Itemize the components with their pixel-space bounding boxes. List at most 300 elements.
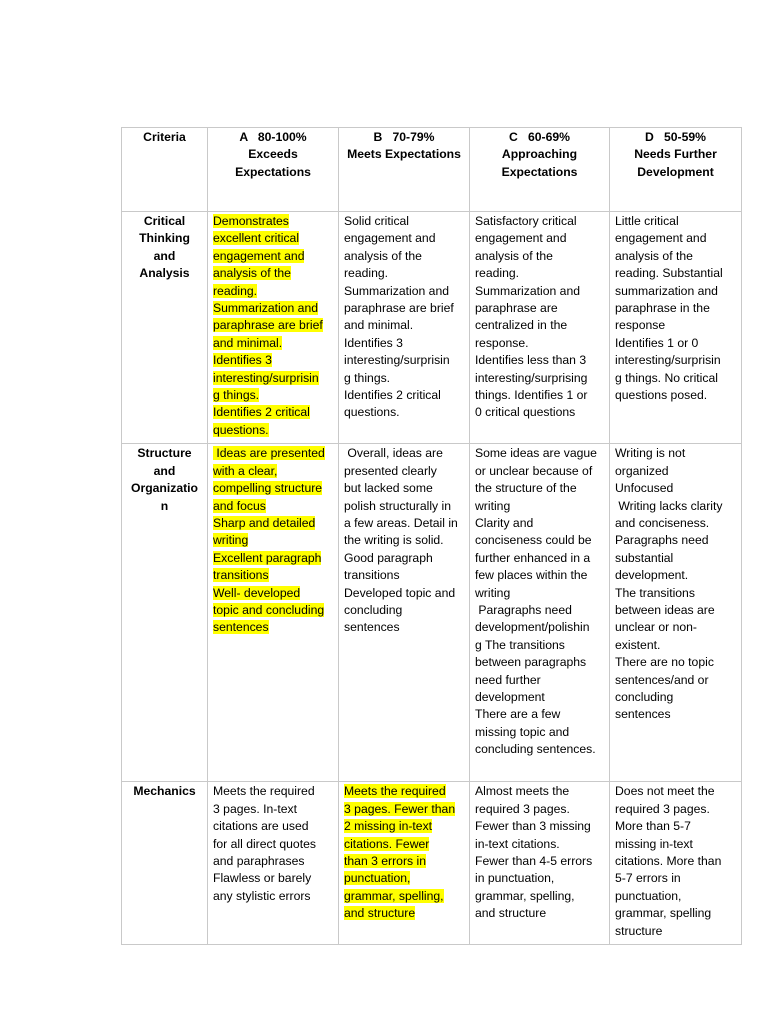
cell-line [213, 352, 333, 369]
cell-line-text: Meets the required [344, 784, 446, 799]
cell-line [615, 801, 736, 818]
cell-line-text: missing in-text [615, 836, 693, 851]
cell-line-text: Solid critical [344, 214, 410, 228]
cell-line-text: transitions [213, 568, 269, 583]
cell-line-text: and paraphrases [213, 853, 305, 868]
cell-line-text: C 60-69% [509, 130, 570, 144]
header-grade-c [470, 128, 610, 212]
cell-line-text: punctuation, [615, 888, 682, 903]
cell-line-text: Demonstrates [213, 214, 289, 228]
cell-line [615, 300, 736, 317]
cell-line [615, 923, 736, 940]
cell-line-text: reading. Substantial [615, 266, 723, 281]
cell-line [213, 801, 333, 818]
cell-line [213, 387, 333, 404]
cell-line-text: required 3 pages. [475, 801, 570, 816]
cell-line-text: interesting/surprisin [344, 353, 450, 368]
cell-line-text: Organizatio [130, 481, 199, 496]
cell-line [213, 783, 333, 800]
cell-line [213, 129, 333, 146]
cell-line [475, 283, 604, 300]
cell-line-text: There are a few [475, 707, 561, 722]
cell-line-text: analysis of the [475, 248, 553, 263]
cell-line [344, 801, 464, 818]
structure-c [470, 444, 610, 782]
cell-line [344, 300, 464, 317]
cell-line-text: in-text citations. [475, 836, 560, 851]
cell-line [213, 248, 333, 265]
cell-line [213, 870, 333, 887]
cell-line [615, 213, 736, 230]
cell-line-text: Excellent paragraph [213, 550, 322, 565]
cell-line-text: a few areas. Detail in [344, 515, 458, 530]
header-row [122, 128, 742, 212]
cell-line-text: questions posed. [615, 388, 708, 403]
cell-line-text: 2 missing in-text [344, 819, 433, 834]
cell-line [213, 532, 333, 549]
cell-line [344, 602, 464, 619]
cell-line [344, 550, 464, 567]
cell-line-text: More than 5-7 [615, 819, 691, 834]
cell-line [213, 853, 333, 870]
cell-line [475, 602, 604, 619]
cell-line-text: transitions [344, 568, 400, 583]
cell-line-text: g things. [344, 370, 391, 385]
cell-line [127, 230, 202, 247]
cell-line-text: grammar, spelling, [344, 888, 444, 903]
cell-line [475, 387, 604, 404]
cell-line [213, 463, 333, 480]
cell-line-text: analysis of the [615, 248, 693, 263]
critical-thinking-row [122, 212, 742, 444]
cell-line [344, 515, 464, 532]
cell-line [475, 724, 604, 741]
cell-line-text: Clarity and [475, 515, 534, 530]
cell-line [127, 265, 202, 282]
cell-line-text: Paragraphs need [615, 533, 709, 548]
cell-line-text: Some ideas are vague [475, 446, 597, 461]
cell-line-text: Summarization and [475, 283, 580, 298]
cell-line [615, 352, 736, 369]
cell-line-text: response. [475, 335, 529, 350]
cell-line-text: citations. Fewer [344, 836, 430, 851]
critical-thinking-a [208, 212, 339, 444]
cell-line [213, 335, 333, 352]
cell-line [344, 387, 464, 404]
cell-line-text: A 80-100% [239, 130, 307, 144]
cell-line [475, 801, 604, 818]
cell-line-text: Little critical [615, 214, 679, 228]
cell-line-text: existent. [615, 637, 661, 652]
cell-line [213, 230, 333, 247]
cell-line [344, 567, 464, 584]
cell-line-text: There are no topic [615, 655, 714, 670]
cell-line [344, 352, 464, 369]
cell-line [344, 818, 464, 835]
cell-line-text: Does not meet the [615, 784, 715, 799]
cell-line [344, 129, 464, 146]
cell-line-text: with a clear, [213, 463, 278, 478]
cell-line [475, 706, 604, 723]
cell-line-text: substantial [615, 550, 674, 565]
cell-line [344, 248, 464, 265]
cell-line [615, 370, 736, 387]
cell-line-text: for all direct quotes [213, 836, 316, 851]
cell-line-text: D 50-59% [645, 130, 706, 144]
cell-line [475, 480, 604, 497]
cell-line [475, 164, 604, 181]
cell-line [475, 146, 604, 163]
cell-line [344, 335, 464, 352]
cell-line [615, 515, 736, 532]
cell-line-text: Identifies 1 or 0 [615, 335, 699, 350]
cell-line-text: reading. [344, 266, 389, 281]
cell-line [213, 888, 333, 905]
cell-line-text: reading. [213, 283, 258, 298]
cell-line-text: development. [615, 568, 689, 583]
cell-line-text: writing [475, 585, 511, 600]
cell-line-text: Identifies 3 [344, 335, 403, 350]
cell-line-text: polish structurally in [344, 498, 452, 513]
cell-line [615, 335, 736, 352]
cell-line [475, 836, 604, 853]
cell-line-text: sentences [615, 707, 671, 722]
cell-line-text: or unclear because of [475, 463, 593, 478]
cell-line-text: Unfocused [615, 481, 674, 496]
cell-line-text: Writing lacks clarity [615, 498, 723, 513]
cell-line-text: development [475, 689, 545, 704]
cell-line-text: Ideas are presented [213, 446, 325, 461]
cell-line-text: excellent critical [213, 231, 300, 246]
cell-line [615, 783, 736, 800]
cell-line-text: Well- developed [213, 585, 301, 600]
cell-line [475, 498, 604, 515]
cell-line-text: summarization and [615, 283, 718, 298]
cell-line-text: questions. [213, 422, 269, 437]
cell-line-text: any stylistic errors [213, 888, 311, 903]
cell-line [615, 164, 736, 181]
cell-line-text: writing [475, 498, 511, 513]
cell-line [344, 463, 464, 480]
cell-line [475, 370, 604, 387]
cell-line [615, 619, 736, 636]
cell-line-text: than 3 errors in [344, 853, 426, 868]
cell-line [344, 532, 464, 549]
cell-line [213, 585, 333, 602]
cell-line [475, 550, 604, 567]
cell-line [127, 463, 202, 480]
cell-line-text: need further [475, 672, 541, 687]
cell-line-text: organized [615, 463, 669, 478]
cell-line-text: between ideas are [615, 602, 715, 617]
cell-line-text: sentences [344, 620, 400, 635]
cell-line-text: Critical [143, 214, 186, 228]
cell-line-text: compelling structure [213, 481, 323, 496]
cell-line-text: Summarization and [213, 301, 318, 316]
cell-line-text: n [160, 498, 169, 513]
cell-line [475, 532, 604, 549]
structure-row [122, 444, 742, 782]
cell-line-text: engagement and [615, 231, 707, 246]
cell-line [615, 248, 736, 265]
cell-line [213, 283, 333, 300]
mechanics-c [470, 782, 610, 945]
cell-line-text: Identifies 2 critical [213, 405, 310, 420]
cell-line [213, 619, 333, 636]
cell-line [475, 853, 604, 870]
cell-line-text: Paragraphs need [475, 602, 572, 617]
mechanics-row [122, 782, 742, 945]
cell-line [475, 335, 604, 352]
cell-line [615, 672, 736, 689]
cell-line-text: reading. [475, 266, 520, 281]
cell-line-text: engagement and [213, 248, 305, 263]
cell-line [213, 317, 333, 334]
cell-line-text: Expectations [501, 164, 578, 179]
cell-line-text: Approaching [501, 147, 578, 162]
cell-line [213, 265, 333, 282]
cell-line [475, 619, 604, 636]
cell-line-text: Writing is not [615, 446, 686, 461]
cell-line [344, 619, 464, 636]
cell-line [475, 567, 604, 584]
cell-line [615, 498, 736, 515]
cell-line-text: engagement and [475, 231, 567, 246]
cell-line [213, 370, 333, 387]
cell-line-text: sentences/and or [615, 672, 709, 687]
cell-line [127, 783, 202, 800]
cell-line-text: The transitions [615, 585, 695, 600]
cell-line-text: questions. [344, 405, 400, 420]
cell-line-text: required 3 pages. [615, 801, 710, 816]
cell-line-text: Identifies 3 [213, 353, 272, 368]
structure-b [339, 444, 470, 782]
cell-line-text: Meets the required [213, 784, 315, 799]
cell-line [475, 741, 604, 758]
cell-line [475, 230, 604, 247]
cell-line [213, 515, 333, 532]
cell-line-text: g things. [213, 388, 260, 403]
cell-line [615, 550, 736, 567]
cell-line [475, 870, 604, 887]
cell-line-text: response [615, 318, 666, 333]
cell-line-text: Fewer than 4-5 errors [475, 853, 593, 868]
cell-line [344, 870, 464, 887]
header-criteria [122, 128, 208, 212]
cell-line-text: Almost meets the [475, 784, 570, 799]
cell-line-text: interesting/surprisin [615, 353, 721, 368]
cell-line [615, 129, 736, 146]
cell-line-text: and minimal. [344, 318, 414, 333]
cell-line [213, 818, 333, 835]
cell-line-text: Sharp and detailed [213, 515, 316, 530]
cell-line-text: in punctuation, [475, 871, 555, 886]
cell-line [475, 317, 604, 334]
cell-line-text: Analysis [139, 266, 190, 281]
cell-line [475, 300, 604, 317]
cell-line-text: Overall, ideas are [344, 446, 443, 461]
cell-line-text: citations. More than [615, 853, 722, 868]
cell-line [475, 905, 604, 922]
header-criteria-text: Criteria [143, 130, 186, 144]
cell-line-text: Needs Further [634, 147, 717, 162]
cell-line-text: centralized in the [475, 318, 568, 333]
cell-line-text: Exceeds [248, 147, 298, 162]
cell-line [475, 265, 604, 282]
cell-line [213, 550, 333, 567]
cell-line-text: concluding [615, 689, 674, 704]
cell-line [344, 370, 464, 387]
cell-line-text: paraphrase in the [615, 301, 710, 316]
cell-line [213, 498, 333, 515]
cell-line-text: concluding [344, 602, 403, 617]
cell-line [615, 230, 736, 247]
cell-line [344, 265, 464, 282]
cell-line [344, 836, 464, 853]
cell-line [344, 498, 464, 515]
cell-line [475, 404, 604, 421]
cell-line-text: the writing is solid. [344, 533, 444, 548]
cell-line [615, 706, 736, 723]
cell-line [475, 689, 604, 706]
cell-line [344, 480, 464, 497]
cell-line-text: and structure [344, 906, 416, 921]
cell-line [475, 672, 604, 689]
cell-line [127, 498, 202, 515]
cell-line [615, 265, 736, 282]
cell-line-text: concluding sentences. [475, 742, 596, 757]
criteria-critical-thinking [122, 212, 208, 444]
cell-line [615, 637, 736, 654]
cell-line [615, 387, 736, 404]
cell-line [127, 480, 202, 497]
cell-line [475, 445, 604, 462]
cell-line [213, 213, 333, 230]
criteria-structure [122, 444, 208, 782]
cell-line [127, 248, 202, 265]
cell-line [615, 480, 736, 497]
cell-line-text: Developed topic and [344, 585, 456, 600]
cell-line [127, 213, 202, 230]
cell-line-text: Thinking [139, 231, 190, 246]
cell-line-text: conciseness could be [475, 533, 592, 548]
cell-line [475, 585, 604, 602]
cell-line [615, 905, 736, 922]
cell-line [475, 129, 604, 146]
cell-line-text: analysis of the [213, 266, 291, 281]
cell-line [475, 783, 604, 800]
cell-line [475, 818, 604, 835]
cell-line [615, 445, 736, 462]
cell-line [615, 689, 736, 706]
cell-line-text: between paragraphs [475, 655, 587, 670]
cell-line [344, 213, 464, 230]
cell-line-text: unclear or non- [615, 620, 697, 635]
cell-line [615, 567, 736, 584]
cell-line-text: topic and concluding [213, 602, 325, 617]
rubric-table [121, 127, 742, 945]
cell-line-text: Structure [137, 446, 192, 461]
header-grade-b [339, 128, 470, 212]
cell-line [615, 532, 736, 549]
cell-line [213, 567, 333, 584]
cell-line [344, 317, 464, 334]
cell-line-text: further enhanced in a [475, 550, 591, 565]
cell-line-text: and focus [213, 498, 266, 513]
cell-line-text: sentences [213, 620, 269, 635]
cell-line-text: engagement and [344, 231, 436, 246]
cell-line-text: development/polishin [475, 620, 590, 635]
cell-line-text: few places within the [475, 568, 588, 583]
cell-line [615, 654, 736, 671]
cell-line-text: interesting/surprising [475, 370, 588, 385]
cell-line [127, 445, 202, 462]
cell-line-text: things. Identifies 1 or [475, 388, 588, 403]
cell-line-text: Meets Expectations [347, 147, 461, 162]
cell-line [344, 905, 464, 922]
cell-line [213, 404, 333, 421]
cell-line-text: and minimal. [213, 335, 283, 350]
cell-line [475, 654, 604, 671]
cell-line-text: Identifies less than 3 [475, 353, 587, 368]
cell-line-text: paraphrase are brief [213, 318, 323, 333]
cell-line-text: and conciseness. [615, 515, 710, 530]
cell-line-text: the structure of the [475, 481, 577, 496]
cell-line-text: Good paragraph [344, 550, 433, 565]
cell-line-text: grammar, spelling [615, 906, 712, 921]
cell-line [213, 445, 333, 462]
cell-line [344, 445, 464, 462]
cell-line-text: 3 pages. In-text [213, 801, 298, 816]
header-grade-a [208, 128, 339, 212]
critical-thinking-c [470, 212, 610, 444]
cell-line-text: Flawless or barely [213, 871, 312, 886]
cell-line-text: grammar, spelling, [475, 888, 575, 903]
cell-line [615, 870, 736, 887]
mechanics-a [208, 782, 339, 945]
cell-line [213, 836, 333, 853]
cell-line [213, 164, 333, 181]
cell-line [615, 317, 736, 334]
cell-line-text: g things. No critical [615, 370, 718, 385]
cell-line-text: and [153, 248, 176, 263]
cell-line-text: 0 critical questions [475, 405, 576, 420]
cell-line-text: citations are used [213, 819, 309, 834]
cell-line-text: analysis of the [344, 248, 422, 263]
cell-line-text: Development [637, 164, 714, 179]
cell-line-text: interesting/surprisin [213, 370, 319, 385]
cell-line [615, 836, 736, 853]
cell-line [213, 602, 333, 619]
mechanics-b [339, 782, 470, 945]
mechanics-d [610, 782, 742, 945]
cell-line [475, 352, 604, 369]
cell-line [213, 300, 333, 317]
cell-line-text: structure [615, 923, 663, 938]
cell-line-text: presented clearly [344, 463, 437, 478]
cell-line [344, 888, 464, 905]
cell-line [615, 818, 736, 835]
cell-line-text: and [153, 463, 176, 478]
cell-line [344, 783, 464, 800]
cell-line-text: Identifies 2 critical [344, 388, 441, 403]
header-grade-d [610, 128, 742, 212]
structure-a [208, 444, 339, 782]
cell-line [213, 422, 333, 439]
critical-thinking-b [339, 212, 470, 444]
cell-line [615, 602, 736, 619]
cell-line [344, 283, 464, 300]
